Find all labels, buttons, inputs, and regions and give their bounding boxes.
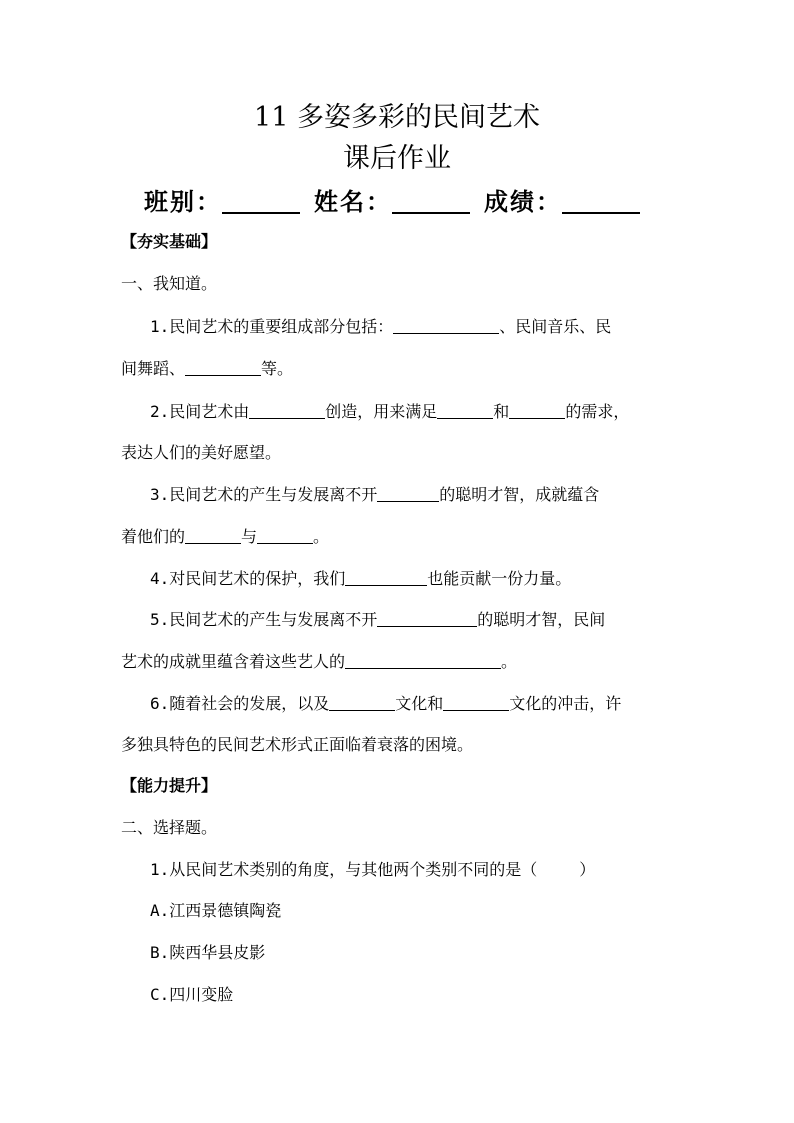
answer-blank[interactable]: [345, 567, 427, 586]
worksheet-title: 11 多姿多彩的民间艺术: [254, 102, 540, 133]
option-c[interactable]: C.四川变脸: [150, 985, 234, 1004]
answer-blank[interactable]: [185, 357, 261, 376]
section-choice-subheading: 二、选择题。: [121, 818, 218, 837]
question-1-line-2: 间舞蹈、 等。: [121, 359, 294, 378]
score-blank[interactable]: [562, 190, 640, 214]
section-advance-heading: 【能力提升】: [121, 776, 218, 795]
student-info-line: [144, 185, 654, 219]
question-2-line-1: 2.民间艺术由 创造，用来满足 和 的需求，: [150, 402, 630, 421]
answer-blank[interactable]: [509, 400, 565, 419]
answer-blank[interactable]: [377, 483, 439, 502]
question-6-line-1: 6.随着社会的发展，以及 文化和 文化的冲击，许: [150, 694, 622, 713]
question-3-line-2: 着他们的 与 。: [121, 527, 330, 546]
choice-question-1: 1.从民间艺术类别的角度，与其他两个类别不同的是（ ）: [150, 860, 596, 879]
answer-blank[interactable]: [249, 400, 325, 419]
name-label: 姓名：: [314, 188, 392, 216]
question-2-line-2: 表达人们的美好愿望。: [121, 443, 282, 462]
answer-blank[interactable]: [377, 608, 477, 627]
class-blank[interactable]: [222, 190, 300, 214]
answer-blank[interactable]: [257, 525, 313, 544]
question-1-line-1: 1.民间艺术的重要组成部分包括： 、民间音乐、民: [150, 317, 612, 336]
option-a[interactable]: A.江西景德镇陶瓷: [150, 901, 282, 920]
answer-blank[interactable]: [185, 525, 241, 544]
section-know-subheading: 一、我知道。: [121, 274, 218, 293]
score-label: 成绩：: [484, 188, 562, 216]
option-b[interactable]: B.陕西华县皮影: [150, 943, 266, 962]
question-6-line-2: 多独具特色的民间艺术形式正面临着衰落的困境。: [121, 735, 474, 754]
question-3-line-1: 3.民间艺术的产生与发展离不开 的聪明才智，成就蕴含: [150, 485, 600, 504]
question-5-line-1: 5.民间艺术的产生与发展离不开 的聪明才智，民间: [150, 610, 606, 629]
worksheet-subtitle: 课后作业: [343, 143, 451, 174]
answer-blank[interactable]: [329, 692, 395, 711]
answer-blank[interactable]: [443, 692, 509, 711]
answer-blank[interactable]: [345, 650, 501, 669]
class-label: 班别：: [144, 188, 222, 216]
question-4-line-1: 4.对民间艺术的保护，我们 也能贡献一份力量。: [150, 569, 572, 588]
section-basic-heading: 【夯实基础】: [121, 232, 218, 251]
answer-blank[interactable]: [393, 315, 499, 334]
answer-blank[interactable]: [437, 400, 493, 419]
question-5-line-2: 艺术的成就里蕴含着这些艺人的 。: [121, 652, 518, 671]
name-blank[interactable]: [392, 190, 470, 214]
